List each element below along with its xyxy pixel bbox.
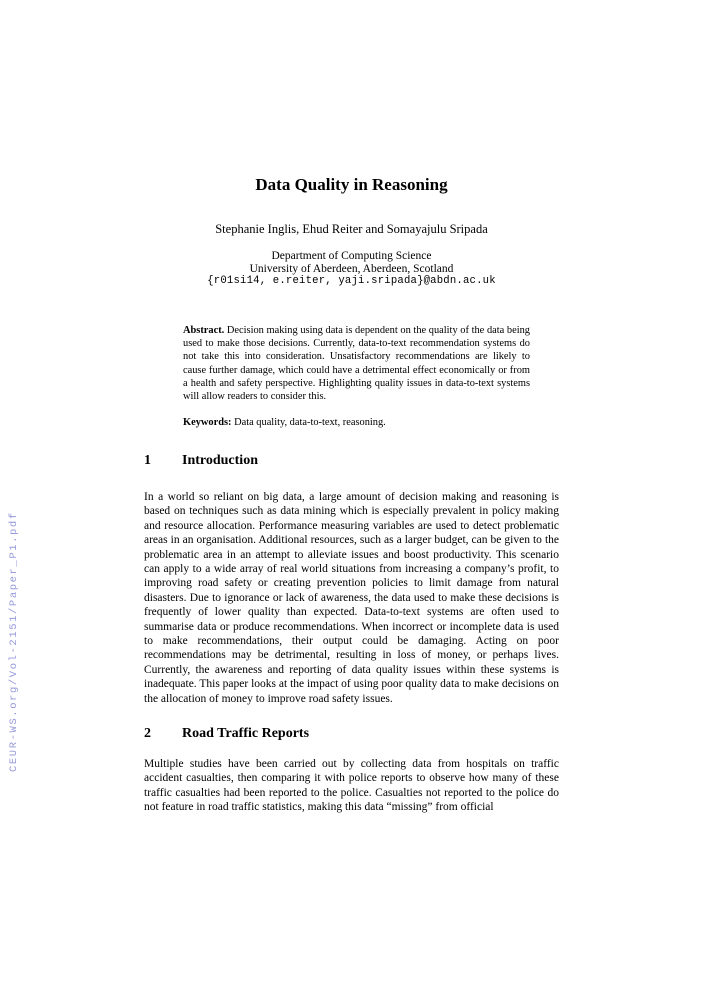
authors-line: Stephanie Inglis, Ehud Reiter and Somayajulu Sripada xyxy=(215,222,488,236)
abstract-paragraph xyxy=(183,324,530,403)
keywords-text: Data quality, data-to-text, reasoning. xyxy=(234,417,386,428)
section-2-paragraph: Multiple studies have been carried out by collecting data from hospitals on traffic accident casualties, then comparing it with police reports to observe how many of these traffic casualties had been reported to the police. Casualties not reported to the police do not feature in road traffic statistics, making this data “missing” from official xyxy=(144,758,559,814)
section-1-heading xyxy=(144,453,559,469)
keywords-label: Keywords: xyxy=(183,417,232,428)
paper-title: Data Quality in Reasoning xyxy=(255,175,448,194)
authors-email: {r01si14, e.reiter, yaji.sripada}@abdn.ac.uk xyxy=(207,275,496,288)
keywords-line xyxy=(183,416,530,429)
affiliation-block xyxy=(124,250,579,288)
section-1-number: 1 xyxy=(144,453,151,468)
section-2-number: 2 xyxy=(144,726,151,741)
abstract-label: Abstract. xyxy=(183,325,225,336)
section-2-heading xyxy=(144,726,559,742)
watermark-url-vertical: CEUR-WS.org/Vol-2151/Paper_P1.pdf xyxy=(8,511,20,772)
section-2-title: Road Traffic Reports xyxy=(182,726,310,741)
affiliation-department: Department of Computing Science xyxy=(271,250,432,262)
affiliation-university: University of Aberdeen, Aberdeen, Scotland xyxy=(249,262,454,275)
section-1-title: Introduction xyxy=(182,453,258,468)
section-1-paragraph: In a world so reliant on big data, a large amount of decision making and reasoning is based on techniques such as data mining which is especially prevalent in policy making and resource allocation. Performance measuring variables are used to detect problematic areas in an organisation. Additional resources, such as a larger budget, can be given to the problematic area in an attempt to alleviate issues and boost productivity. This scenario can apply to a wide array of real world situations from increasing a company’s profit, to improving road safety or creating prevention policies to limit damage from natural disasters. Due to ignorance or lack of awareness, the data used to make these decisions is frequently of lower quality than expected. Data-to-text systems are often used to summarise data or produce recommendations. When incorrect or incomplete data is used to make recommendations, their output could be damaging. Acting on poor recommendations may be detrimental, resulting in loss of money, or perhaps lives. Currently, the awareness and reporting of data quality issues within these systems is inadequate. This paper looks at the impact of using poor quality data to make decisions on the allocation of money to improve road safety issues. xyxy=(144,491,559,705)
abstract-text: Decision making using data is dependent on the quality of the data being used to make those decisions. Currently, data-to-text recommendation systems do not take this into consideration. Unsatisfactory recommendations are likely to cause further damage, which could have a detrimental effect economically or from a health and safety perspective. Highlighting quality issues in data-to-text systems will allow readers to consider this. xyxy=(183,325,530,403)
